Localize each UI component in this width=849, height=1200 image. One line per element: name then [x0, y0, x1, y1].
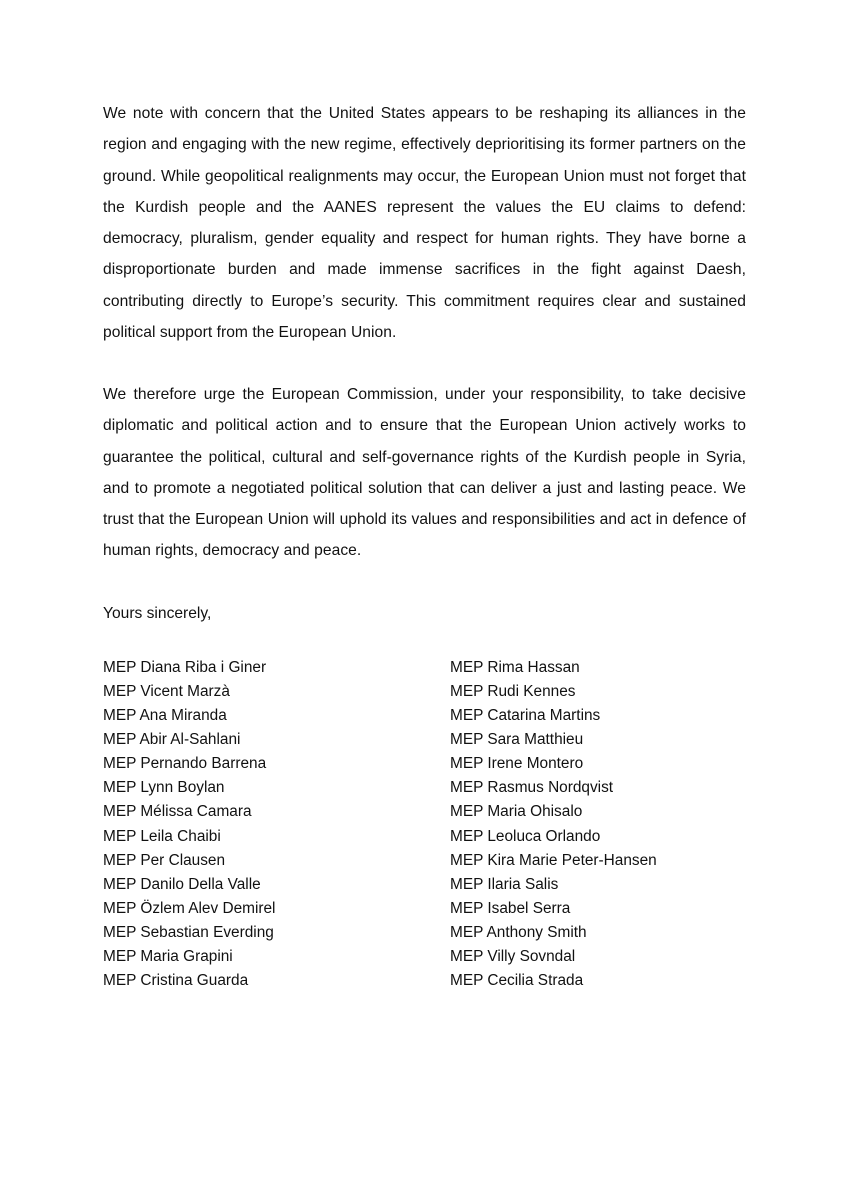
signatory: MEP Sebastian Everding: [103, 923, 274, 941]
signatory: MEP Anthony Smith: [450, 923, 587, 941]
signatory: MEP Rudi Kennes: [450, 683, 576, 701]
signatory: MEP Catarina Martins: [450, 707, 601, 725]
letter-paragraph-2: We therefore urge the European Commission, under your responsibility, to take decisive diplomatic and political action and to ensure that the European Union actively works to guarantee the political, cultural and self-governance rights of the Kurdish people in Syria, and to promote a negotiated political solution that can deliver a just and lasting peace. We trust that the European Union will uphold its values and responsibilities and act in defence of human rights, democracy and peace.: [103, 386, 746, 560]
signatory: MEP Per Clausen: [103, 851, 226, 869]
signatory: MEP Vicent Marzà: [103, 683, 230, 701]
signatory: MEP Diana Riba i Giner: [103, 659, 267, 676]
signatory: MEP Rima Hassan: [450, 659, 580, 676]
signatory: MEP Lynn Boylan: [103, 779, 225, 797]
signatory: MEP Rasmus Nordqvist: [450, 779, 614, 797]
signatory: MEP Maria Ohisalo: [450, 803, 583, 821]
signatory: MEP Ilaria Salis: [450, 875, 559, 893]
signatory: MEP Cecilia Strada: [450, 972, 584, 990]
signatory: MEP Villy Sovndal: [450, 947, 576, 965]
signatory: MEP Ana Miranda: [103, 707, 227, 725]
signatories-left-column: [103, 656, 275, 993]
signatory: MEP Kira Marie Peter-Hansen: [450, 851, 657, 869]
signatory: MEP Isabel Serra: [450, 899, 571, 917]
signatory: MEP Maria Grapini: [103, 947, 233, 965]
signatory: MEP Leila Chaibi: [103, 827, 221, 845]
signatory: MEP Mélissa Camara: [103, 803, 252, 821]
signatory: MEP Sara Matthieu: [450, 731, 584, 749]
signatory: MEP Pernando Barrena: [103, 755, 267, 773]
signatory: MEP Irene Montero: [450, 755, 584, 773]
letter-paragraph-1: We note with concern that the United States appears to be reshaping its alliances in the region and engaging with the new regime, effectively deprioritising its former partners on the ground. While geopolitical realignments may occur, the European Union must not forget that the Kurdish people and the AANES represent the values the EU claims to defend: democracy, pluralism, gender equality and respect for human rights. They have borne a disproportionate burden and made immense sacrifices in the fight against Daesh, contributing directly to Europe’s security. This commitment requires clear and sustained political support from the European Union.: [103, 105, 746, 342]
signatory: MEP Danilo Della Valle: [103, 875, 261, 893]
signatory: MEP Abir Al-Sahlani: [103, 731, 241, 749]
signatory: MEP Leoluca Orlando: [450, 827, 601, 845]
closing-salutation: Yours sincerely,: [103, 605, 212, 622]
signatory: MEP Cristina Guarda: [103, 972, 249, 990]
signatories-right-column: [450, 656, 657, 993]
signatory: MEP Özlem Alev Demirel: [103, 899, 276, 917]
